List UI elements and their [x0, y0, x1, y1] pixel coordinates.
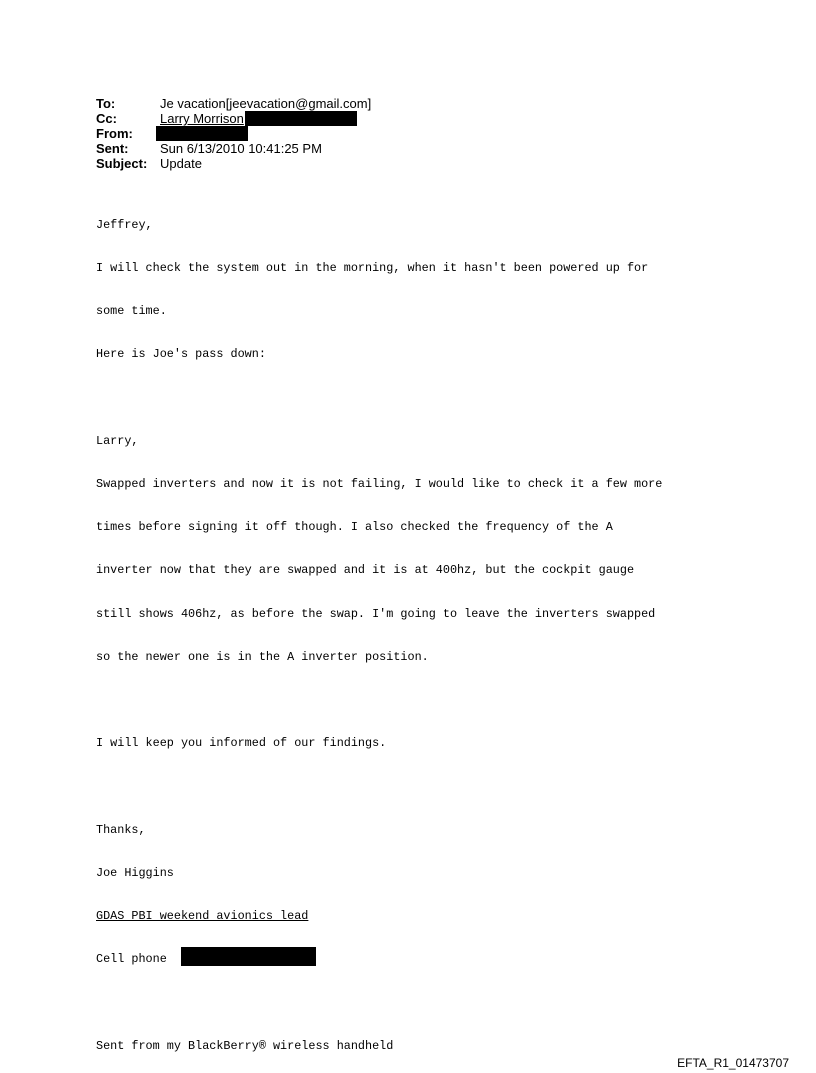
- cell-label: Cell phone: [96, 952, 167, 967]
- from-row: [96, 126, 371, 141]
- sender-title: GDAS PBI weekend avionics lead: [96, 909, 309, 924]
- body-line: inverter now that they are swapped and it is at 400hz, but the cockpit gauge: [96, 563, 635, 578]
- from-label: From:: [96, 126, 133, 141]
- subject-label: Subject:: [96, 156, 148, 171]
- body-line: Here is Joe's pass down:: [96, 347, 266, 362]
- from-redaction: [156, 126, 248, 141]
- subject-row: [96, 156, 371, 171]
- email-body: [96, 189, 662, 1067]
- body-line: so the newer one is in the A inverter position.: [96, 649, 429, 664]
- sent-label: Sent:: [96, 141, 129, 156]
- sent-value: Sun 6/13/2010 10:41:25 PM: [160, 141, 322, 156]
- cc-redaction: [245, 111, 357, 126]
- body-line: some time.: [96, 304, 167, 319]
- sent-row: [96, 141, 371, 156]
- cell-redaction: [181, 947, 316, 966]
- body-line: I will keep you informed of our findings.: [96, 736, 387, 751]
- greeting: Jeffrey,: [96, 217, 153, 232]
- email-header: [96, 96, 371, 171]
- cc-label: Cc:: [96, 111, 117, 126]
- greeting: Larry,: [96, 433, 139, 448]
- body-line: still shows 406hz, as before the swap. I'm going to leave the inverters swapped: [96, 606, 656, 621]
- subject-value: Update: [160, 156, 202, 171]
- to-label: To:: [96, 96, 116, 111]
- document-id: EFTA_R1_01473707: [677, 1056, 789, 1070]
- cell-row: [96, 952, 662, 966]
- body-line: I will check the system out in the morning, when it hasn't been powered up for: [96, 261, 649, 276]
- sign-off: Thanks,: [96, 822, 146, 837]
- to-value: Je vacation[jeevacation@gmail.com]: [160, 96, 372, 111]
- cc-row: [96, 111, 371, 126]
- body-line: times before signing it off though. I also checked the frequency of the A: [96, 520, 613, 535]
- sender-name: Joe Higgins: [96, 865, 174, 880]
- to-row: [96, 96, 371, 111]
- body-line: Swapped inverters and now it is not failing, I would like to check it a few more: [96, 477, 663, 492]
- cc-value: Larry Morrison: [160, 111, 244, 126]
- mobile-signature: Sent from my BlackBerry® wireless handheld: [96, 1038, 394, 1053]
